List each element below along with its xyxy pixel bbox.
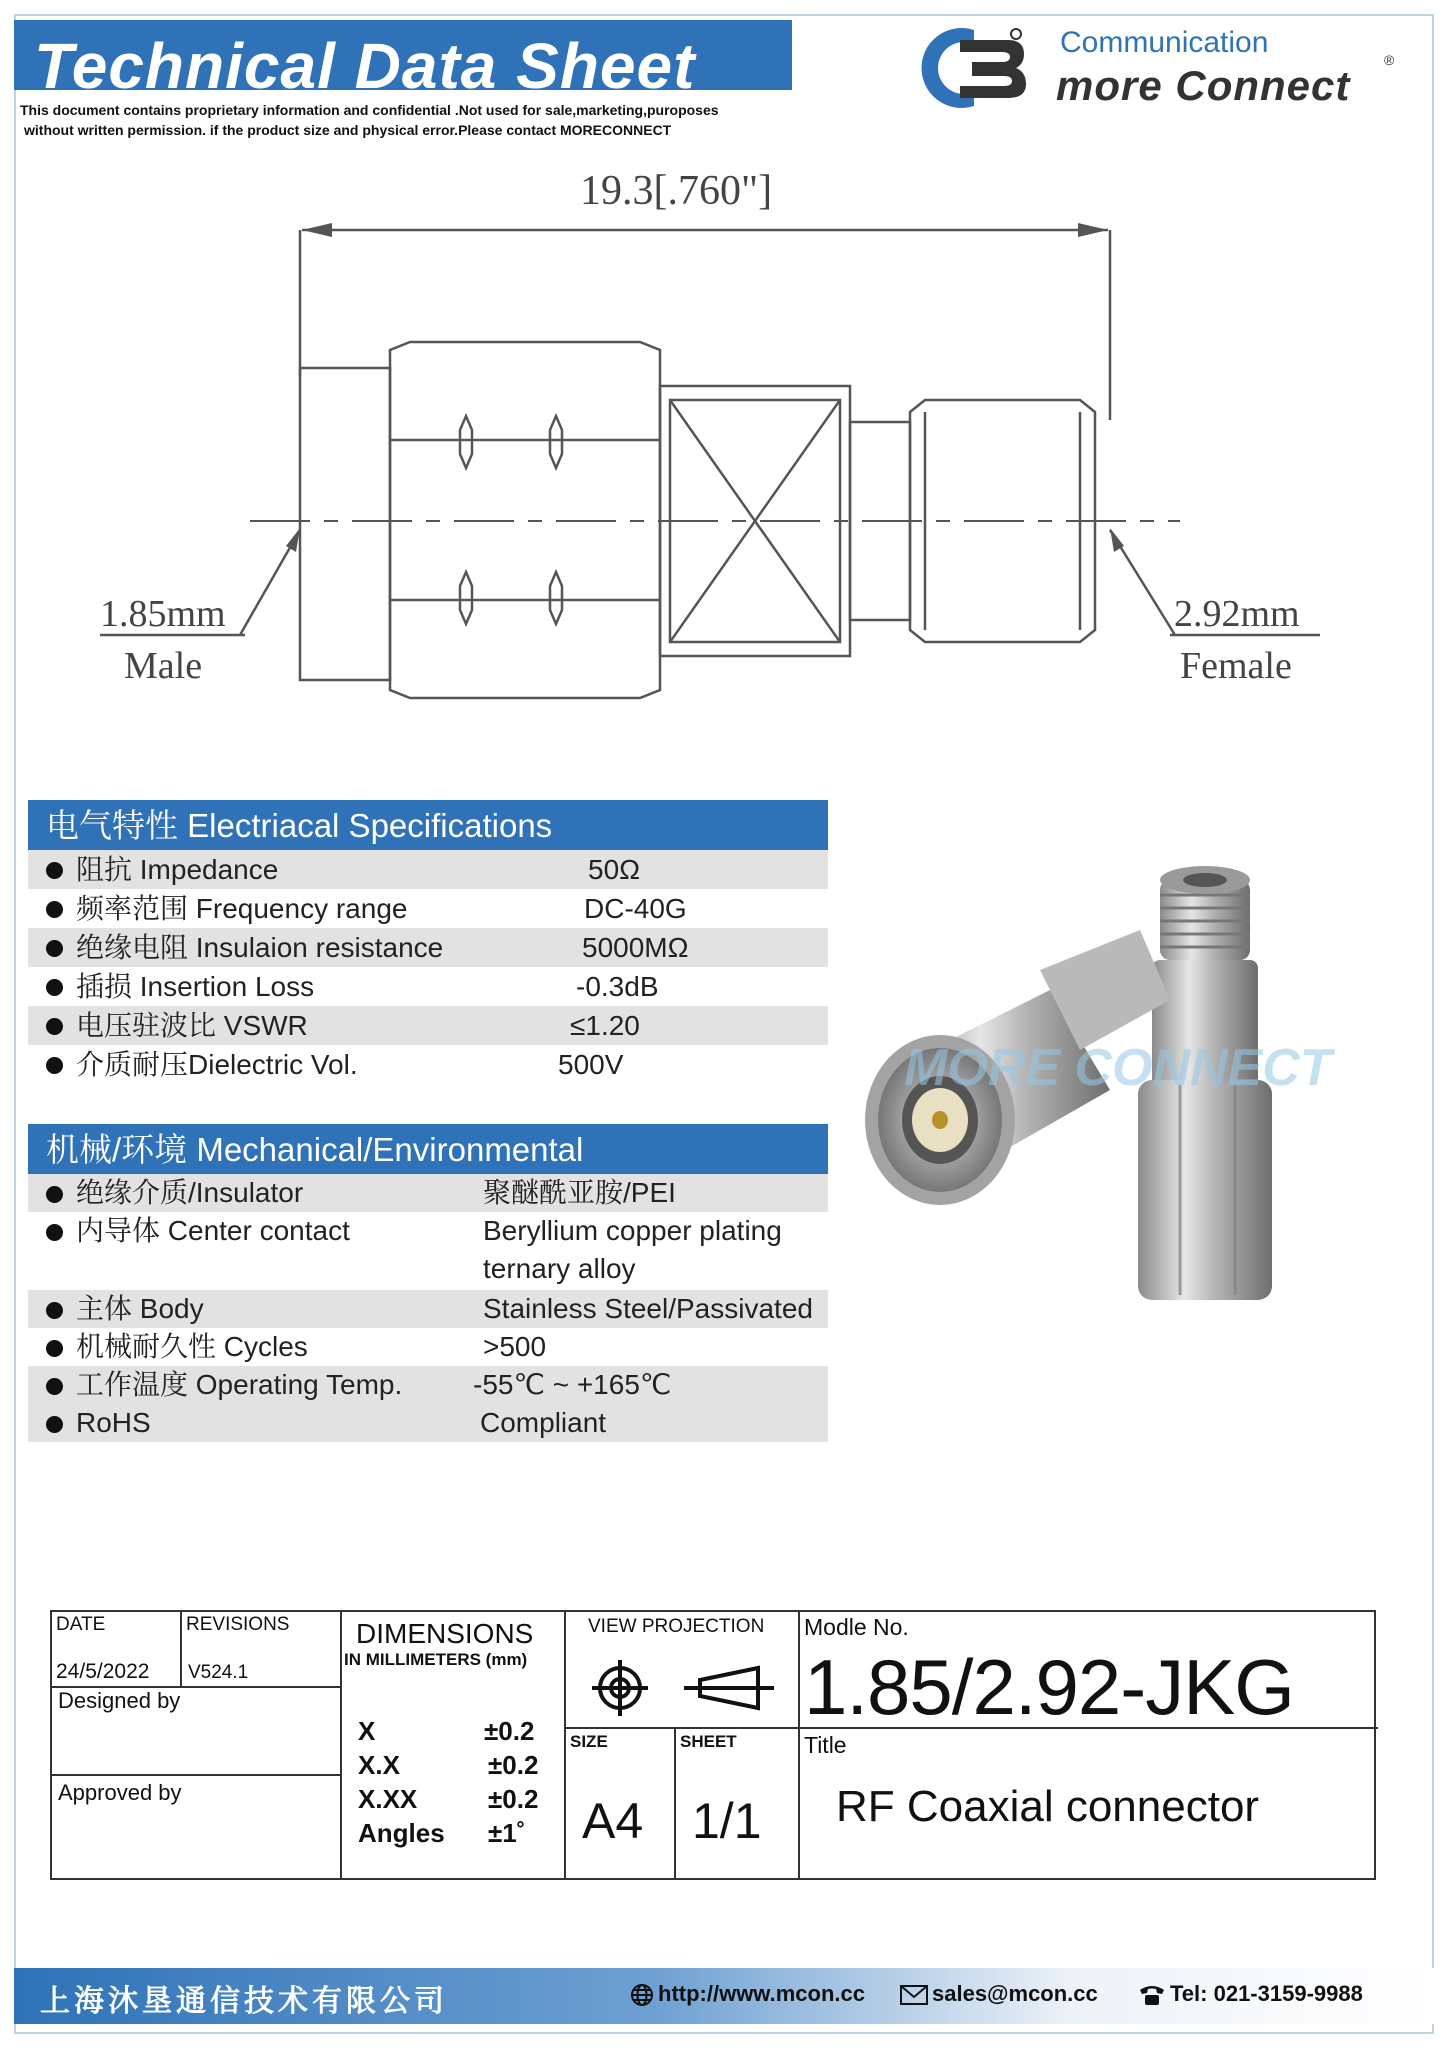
electrical-specifications	[28, 800, 828, 1084]
globe-icon	[630, 1983, 654, 2007]
bullet-icon	[46, 901, 63, 918]
spec-row-dielectric	[28, 1045, 828, 1084]
spec-row-cycles	[28, 1328, 828, 1366]
spec-label: 阻抗 Impedance	[76, 854, 279, 885]
view-projection-label: VIEW PROJECTION	[588, 1616, 765, 1637]
spec-label: 频率范围 Frequency range	[76, 893, 408, 924]
spec-value: -55℃ ~ +165℃	[473, 1369, 672, 1400]
spec-row-impedance	[28, 850, 828, 889]
disclaimer-line-2: without written permission. if the product size and physical error.Please contact MORECONNECT	[24, 122, 672, 138]
bullet-icon	[46, 1018, 63, 1035]
spec-value: -0.3dB	[576, 971, 659, 1002]
telephone-icon	[1138, 1984, 1166, 2006]
overall-length-label: 19.3[.760"]	[580, 168, 773, 214]
bullet-icon	[46, 1378, 63, 1395]
date-value: 24/5/2022	[56, 1660, 150, 1683]
spec-value: Stainless Steel/Passivated	[483, 1293, 813, 1324]
dimensions-label: DIMENSIONS	[356, 1618, 534, 1649]
spec-row-body	[28, 1290, 828, 1328]
spec-label: 工作温度 Operating Temp.	[76, 1369, 403, 1400]
spec-row-frequency	[28, 889, 828, 928]
date-label: DATE	[56, 1614, 106, 1635]
disclaimer-line-1: This document contains proprietary information and confidential .Not used for sale,marketing,puroposes	[20, 102, 719, 118]
mechanical-specifications	[28, 1124, 828, 1442]
tolerance-value-2: ±0.2	[488, 1784, 539, 1814]
mechanical-heading: 机械/环境 Mechanical/Environmental	[28, 1124, 828, 1174]
tolerance-value-1: ±0.2	[488, 1750, 539, 1780]
approved-by-label: Approved by	[58, 1780, 182, 1805]
tolerance-key-1: X.X	[358, 1750, 400, 1780]
page-title: Technical Data Sheet	[34, 30, 696, 102]
spec-row-insertion-loss	[28, 967, 828, 1006]
company-logo-icon	[912, 26, 1044, 110]
spec-value: 聚醚酰亚胺/PEI	[483, 1177, 676, 1208]
mail-icon	[900, 1984, 928, 2006]
spec-value: Beryllium copper plating	[483, 1215, 782, 1246]
designed-by-label: Designed by	[58, 1688, 181, 1713]
bullet-icon	[46, 940, 63, 957]
spec-value: >500	[483, 1331, 547, 1362]
tolerance-key-2: X.XX	[358, 1784, 418, 1814]
logo-brand-text	[1056, 62, 1350, 110]
spec-label: 绝缘电阻 Insulaion resistance	[76, 932, 444, 963]
logo-communication-text: Communication	[1060, 26, 1269, 59]
tolerance-key-0: X	[358, 1716, 376, 1746]
dim-arrow-right	[1078, 223, 1108, 237]
spec-value: Compliant	[480, 1407, 607, 1438]
sheet-value: 1/1	[692, 1793, 762, 1849]
size-label: SIZE	[570, 1732, 608, 1751]
website-text: http://www.mcon.cc	[658, 1981, 865, 2006]
male-end-body	[300, 368, 390, 680]
male-gender-label: Male	[124, 645, 203, 687]
bullet-icon	[46, 979, 63, 996]
bullet-icon	[46, 1186, 63, 1203]
logo-brand-name: more Connect	[1056, 62, 1351, 109]
spec-value: DC-40G	[584, 893, 687, 924]
spec-label: 绝缘介质/Insulator	[76, 1177, 304, 1208]
tolerance-value-0: ±0.2	[484, 1716, 535, 1746]
spec-row-vswr	[28, 1006, 828, 1045]
spec-label: 内导体 Center contact	[76, 1215, 350, 1246]
spec-value: 50Ω	[588, 854, 641, 885]
projection-symbol-icon	[588, 1658, 778, 1718]
company-name: 上海沐垦通信技术有限公司	[40, 1984, 448, 2019]
bullet-icon	[46, 1302, 63, 1319]
spec-value-line-2: ternary alloy	[483, 1253, 636, 1284]
spec-label: RoHS	[76, 1407, 151, 1438]
spec-row-operating-temp	[28, 1366, 828, 1404]
bullet-icon	[46, 862, 63, 879]
bullet-icon	[46, 1057, 63, 1074]
dim-arrow-left	[302, 223, 332, 237]
electrical-heading: 电气特性 Electriacal Specifications	[28, 800, 828, 850]
spec-value: 5000MΩ	[582, 932, 689, 963]
tolerance-value-3: ±1˚	[488, 1818, 526, 1848]
spec-row-insulator	[28, 1174, 828, 1212]
bullet-icon	[46, 1340, 63, 1357]
spec-label: 电压驻波比 VSWR	[76, 1010, 308, 1041]
email-link[interactable]	[900, 1981, 1098, 2007]
bullet-icon	[46, 1416, 63, 1433]
spec-value: ≤1.20	[570, 1010, 640, 1041]
revisions-label: REVISIONS	[186, 1614, 290, 1635]
spec-label: 主体 Body	[76, 1293, 204, 1324]
spec-label: 插损 Insertion Loss	[76, 971, 315, 1002]
units-label: IN MILLIMETERS (mm)	[344, 1650, 528, 1669]
title-label: Title	[804, 1732, 847, 1758]
bullet-icon	[46, 1224, 63, 1241]
model-label: Modle No.	[804, 1614, 909, 1640]
spec-row-rohs	[28, 1404, 828, 1442]
size-value: A4	[582, 1793, 644, 1849]
model-number: 1.85/2.92-JKG	[804, 1643, 1294, 1731]
revisions-value: V524.1	[188, 1662, 249, 1683]
spec-label: 机械耐久性 Cycles	[76, 1331, 308, 1362]
spec-value: 500V	[558, 1049, 624, 1080]
female-size-label: 2.92mm	[1174, 593, 1300, 635]
phone-link[interactable]	[1138, 1981, 1363, 2007]
product-photo	[840, 840, 1400, 1380]
photo-watermark: MORE CONNECT	[904, 1039, 1332, 1097]
title-value: RF Coaxial connector	[836, 1782, 1260, 1831]
male-size-label: 1.85mm	[100, 593, 226, 635]
spec-row-insulation	[28, 928, 828, 967]
title-block	[50, 1610, 1376, 1880]
female-gender-label: Female	[1180, 645, 1292, 687]
disclaimer	[20, 100, 840, 140]
spec-row-center-contact	[28, 1212, 828, 1290]
connector-drawing	[80, 150, 1340, 740]
tolerance-key-3: Angles	[358, 1818, 445, 1848]
spec-label: 介质耐压Dielectric Vol.	[76, 1049, 358, 1080]
website-link[interactable]	[630, 1981, 865, 2007]
registered-mark: ®	[1384, 52, 1395, 68]
phone-text: Tel: 021-3159-9988	[1170, 1981, 1363, 2006]
email-text: sales@mcon.cc	[932, 1981, 1098, 2006]
sheet-label: SHEET	[680, 1732, 737, 1751]
title-banner	[14, 20, 792, 102]
